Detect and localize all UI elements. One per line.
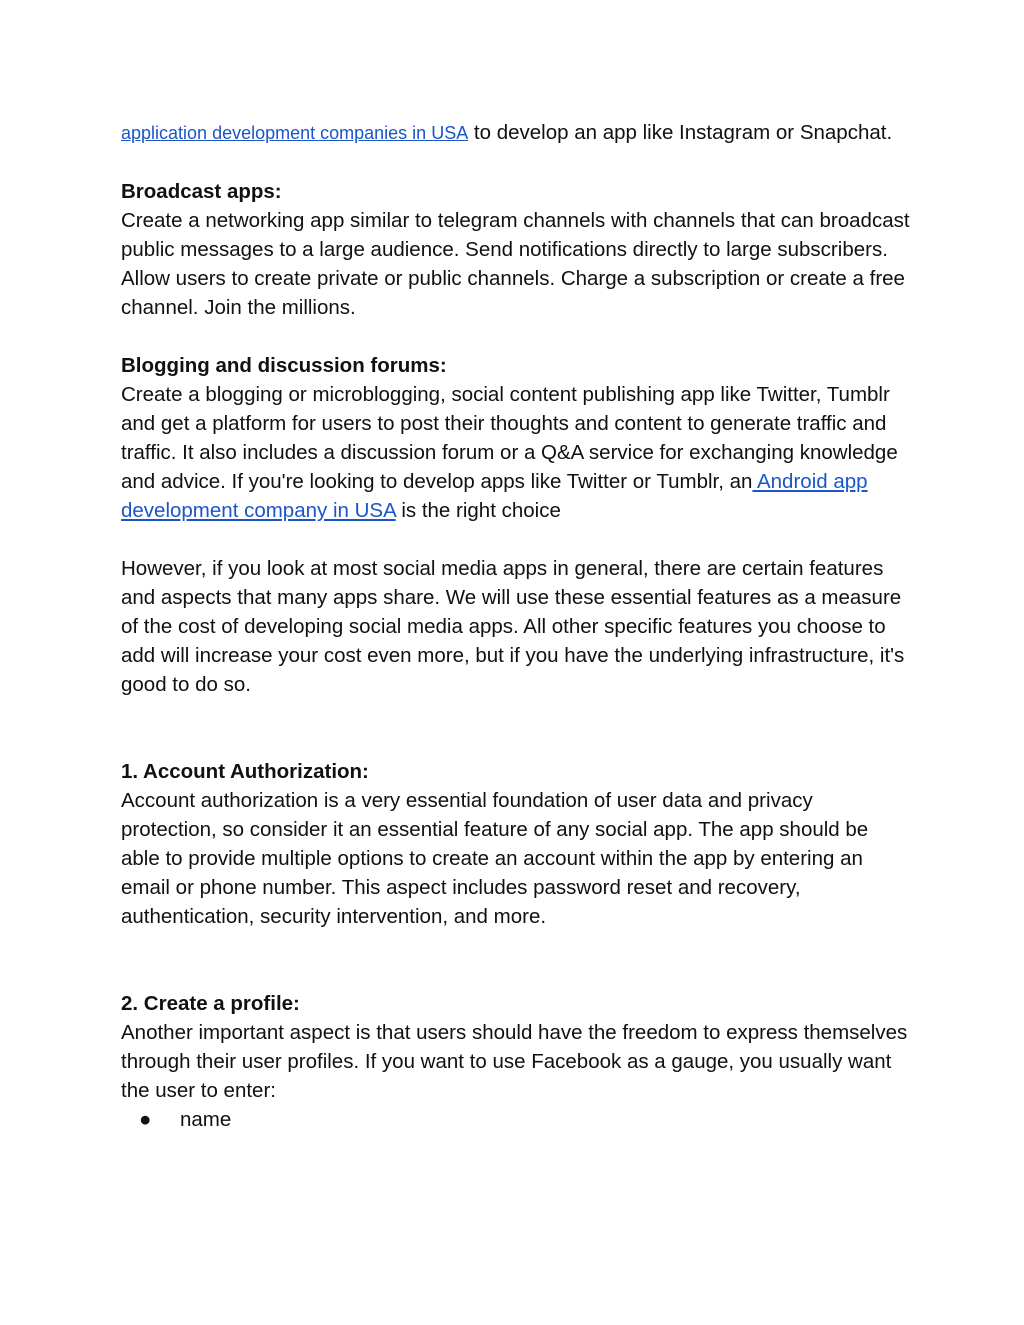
spacer <box>121 322 911 351</box>
spacer <box>121 525 911 554</box>
general-paragraph: However, if you look at most social media apps in general, there are certain features and aspects that many apps share. We will use these essential features as a measure of the cost of developing social media apps. All other specific features you choose to add will increase your cost even more, but if you have the underlying infrastructure, it's good to do so. <box>121 557 905 696</box>
account-body: Account authorization is a very essential foundation of user data and privacy protection, so consider it an essential feature of any social app. The app should be able to provide multiple options to create an account within the app by entering an email or phone number. This aspect includes password reset and recovery, authentication, security intervention, and more. <box>121 789 869 928</box>
intro-paragraph <box>121 118 911 148</box>
profile-body: Another important aspect is that users should have the freedom to express themselves through their user profiles. If you want to use Facebook as a gauge, you usually want the user to enter: <box>121 1021 908 1102</box>
intro-text: to develop an app like Instagram or Snapchat. <box>468 121 893 144</box>
blogging-body <box>121 380 911 525</box>
list-item-text: name <box>180 1108 232 1131</box>
android-dev-company-link[interactable]: Android app development company in USA <box>121 470 868 522</box>
broadcast-body: Create a networking app similar to telegram channels with channels that can broadcast public messages to a large audience. Send notifications directly to large subscribers. Allow users to create private or public channels. Charge a subscription or create a free channel. Join the millions. <box>121 209 910 319</box>
document-page <box>121 118 911 1134</box>
blogging-text: Create a blogging or microblogging, social content publishing app like Twitter, Tumblr and get a platform for users to post their thoughts and content to generate traffic and traffic. It also includes a discussion forum or a Q&A service for exchanging knowledge and advice. If you're looking to develop apps like Twitter or Tumblr, an <box>121 383 898 493</box>
profile-heading: 2. Create a profile: <box>121 992 300 1015</box>
spacer <box>121 931 911 989</box>
profile-field-list <box>121 1105 911 1134</box>
broadcast-heading: Broadcast apps: <box>121 180 282 203</box>
spacer <box>121 699 911 757</box>
spacer <box>121 148 911 177</box>
blogging-text-end: is the right choice <box>395 499 561 522</box>
bullet-icon: ● <box>139 1108 152 1131</box>
account-heading: 1. Account Authorization: <box>121 760 369 783</box>
list-item <box>121 1105 911 1134</box>
app-dev-companies-link[interactable]: application development companies in USA <box>121 123 469 143</box>
blogging-heading: Blogging and discussion forums: <box>121 354 447 377</box>
